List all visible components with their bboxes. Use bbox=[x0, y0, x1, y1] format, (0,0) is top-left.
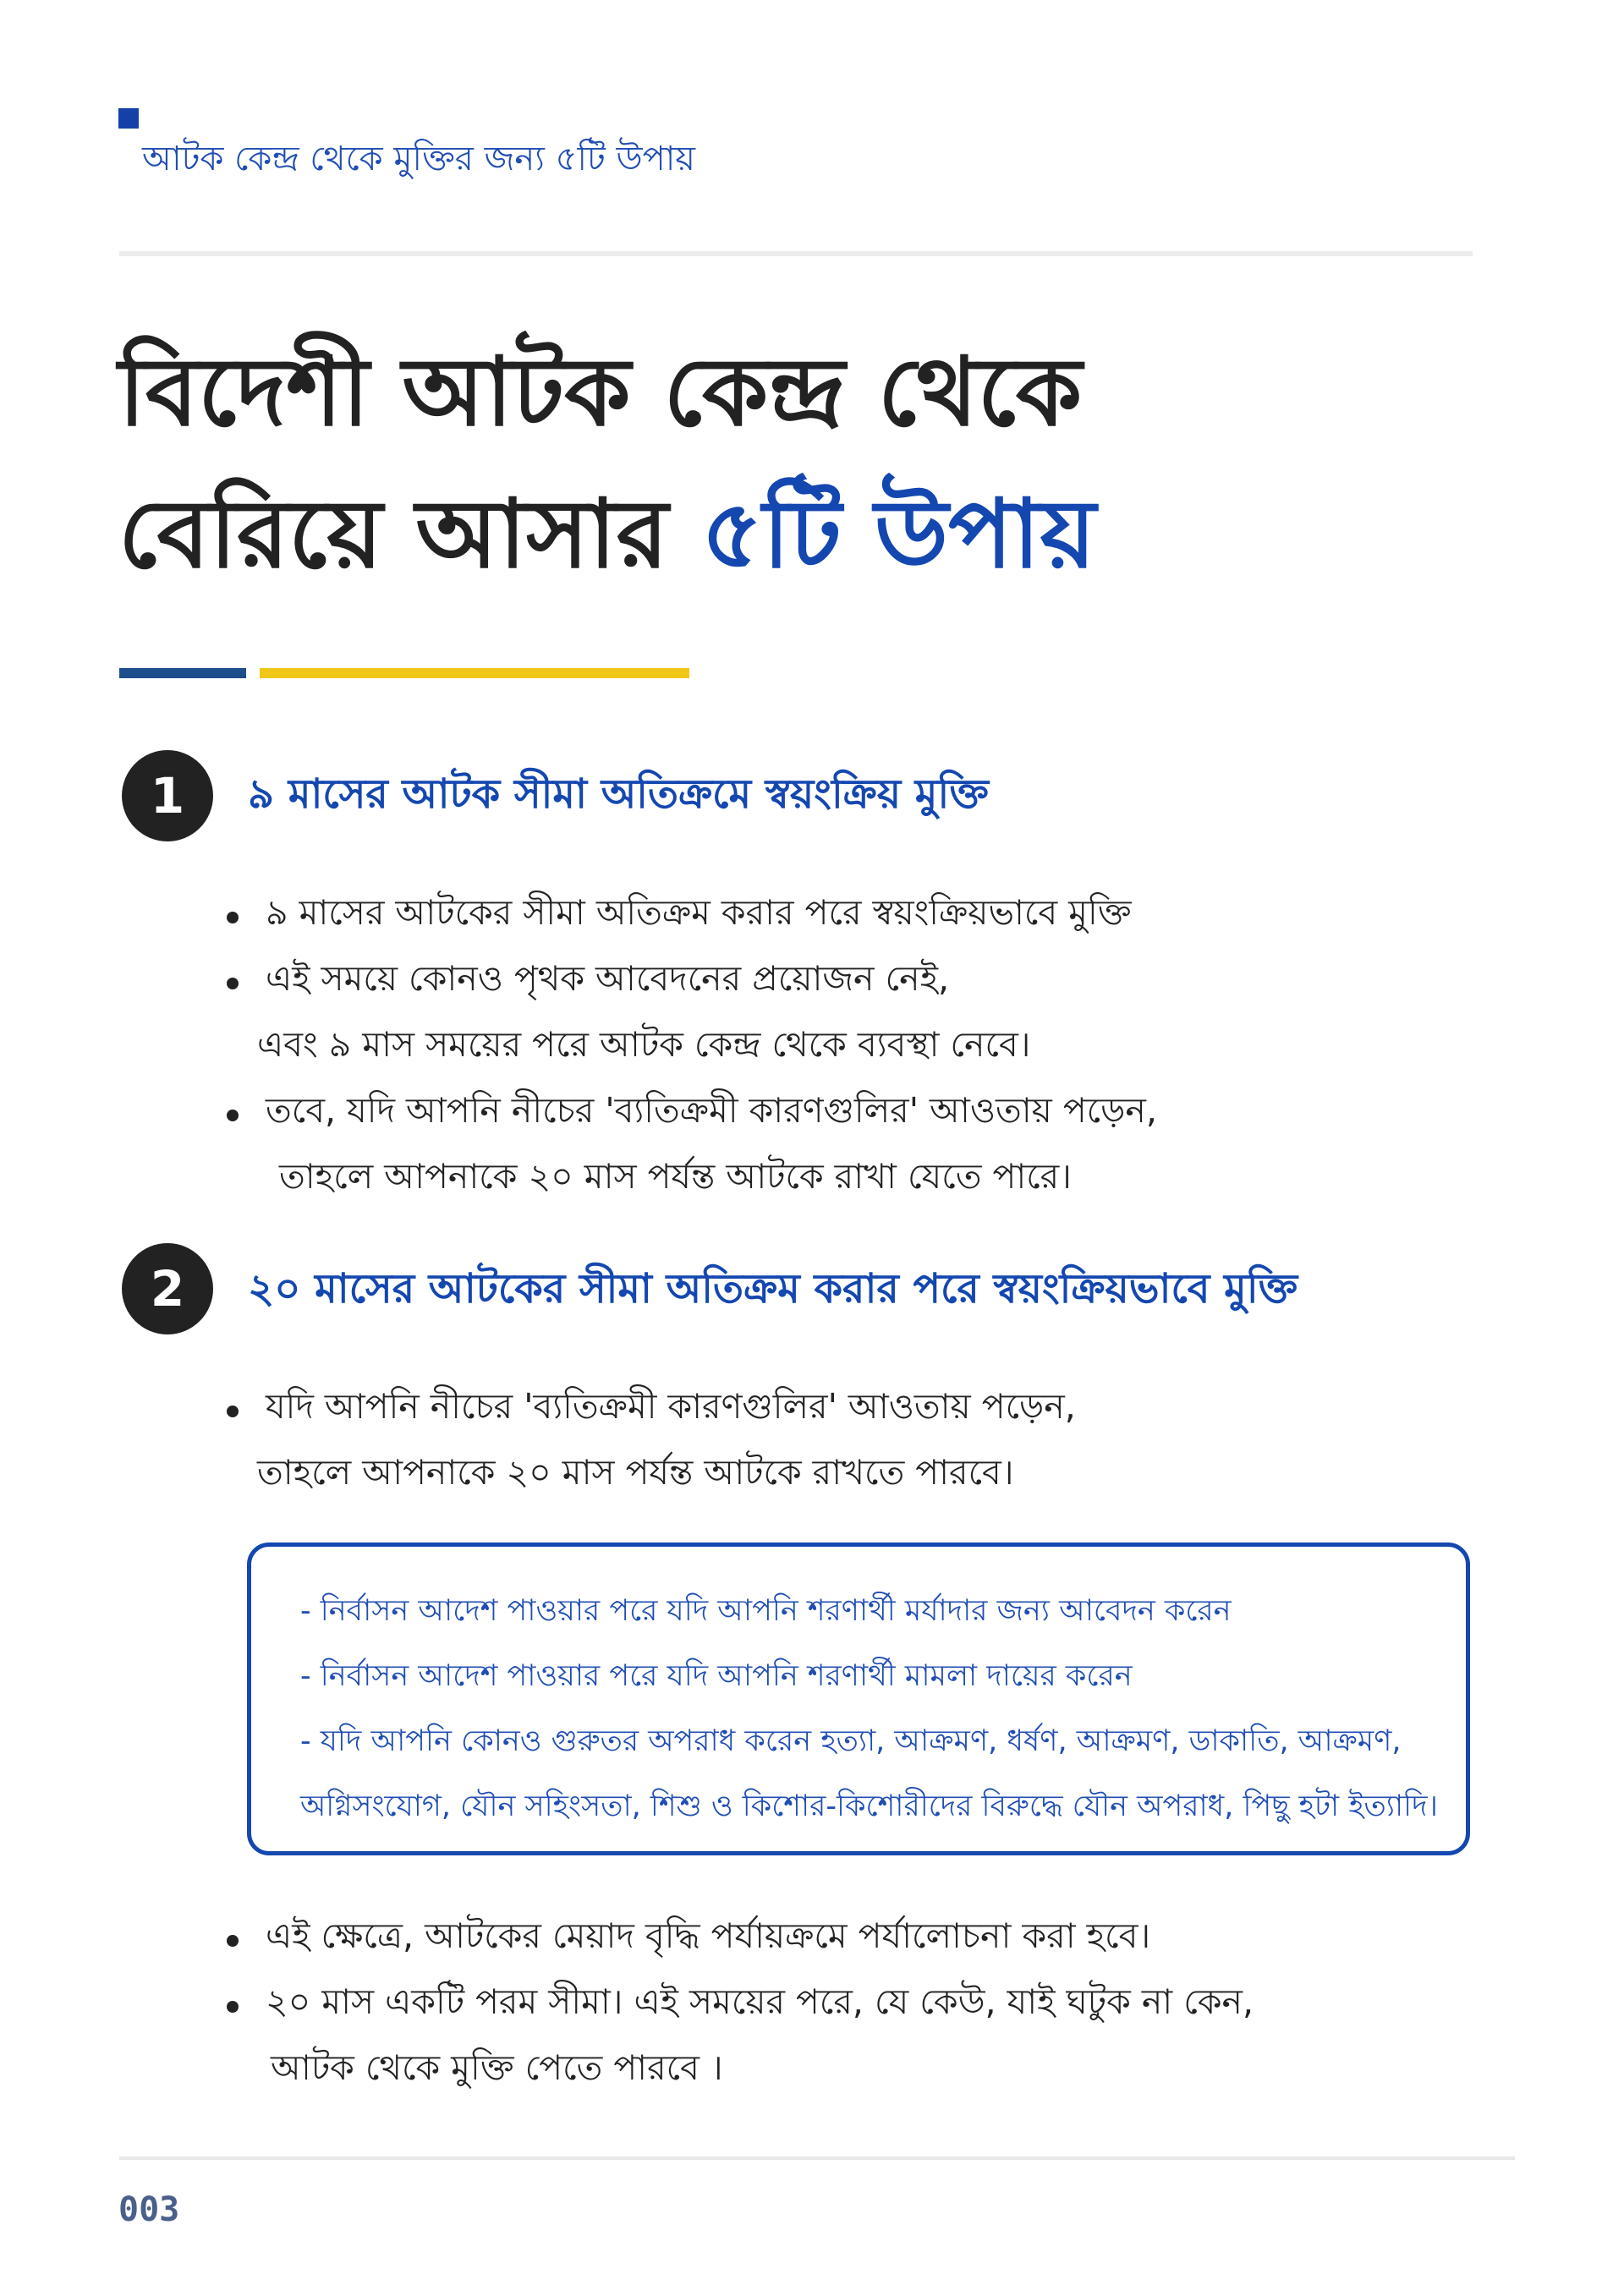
bullet-text-continued: তাহলে আপনাকে ২০ মাস পর্যন্ত আটকে রাখতে পারবে। bbox=[257, 1452, 1014, 1493]
bullet-text: তবে, যদি আপনি নীচের 'ব্যতিক্রমী কারণগুলির' আওতায় পড়েন, bbox=[266, 1090, 1157, 1131]
section-1-bullet-list bbox=[227, 879, 1157, 1209]
header-divider bbox=[119, 251, 1473, 256]
bullet-text-continued: আটক থেকে মুক্তি পেতে পারবে । bbox=[271, 2047, 723, 2088]
condition-item: - নির্বাসন আদেশ পাওয়ার পরে যদি আপনি শরণার্থী মামলা দায়ের করেন bbox=[300, 1659, 1133, 1693]
bullet-text: এই সময়ে কোনও পৃথক আবেদনের প্রয়োজন নেই, bbox=[266, 958, 950, 999]
list-item bbox=[227, 1077, 1157, 1209]
list-item bbox=[227, 1903, 1254, 1969]
section-2-bullet-list bbox=[227, 1373, 1076, 1505]
section-1-number-badge: 1 bbox=[122, 750, 213, 841]
page-number: 003 bbox=[118, 2190, 180, 2229]
page-title bbox=[118, 321, 1472, 606]
list-item bbox=[227, 1373, 1076, 1505]
bullet-text: যদি আপনি নীচের 'ব্যতিক্রমী কারণগুলির' আওতায় পড়েন, bbox=[266, 1386, 1076, 1427]
title-accent: ৫টি উপায় bbox=[701, 479, 1096, 589]
condition-item: অগ্নিসংযোগ, যৌন সহিংসতা, শিশু ও কিশোর-কিশোরীদের বিরুদ্ধে যৌন অপরাধ, পিছু হটা ইত্যাদি। bbox=[300, 1789, 1439, 1823]
bullet-text-continued: এবং ৯ মাস সময়ের পরে আটক কেন্দ্র থেকে ব্যবস্থা নেবে। bbox=[257, 1024, 1031, 1065]
title-underline-yellow bbox=[260, 668, 689, 678]
exception-conditions-list bbox=[251, 1547, 1466, 1839]
footer-divider bbox=[119, 2156, 1515, 2160]
condition-item: - নির্বাসন আদেশ পাওয়ার পরে যদি আপনি শরণার্থী মর্যাদার জন্য আবেদন করেন bbox=[300, 1594, 1232, 1628]
title-underline-blue bbox=[119, 668, 246, 678]
section-1-heading: ৯ মাসের আটক সীমা অতিক্রমে স্বয়ংক্রিয় মুক্তি bbox=[248, 770, 989, 818]
header-square-mark bbox=[118, 108, 139, 129]
bullet-text-continued: তাহলে আপনাকে ২০ মাস পর্যন্ত আটকে রাখা যেতে পারে। bbox=[279, 1156, 1072, 1197]
exception-conditions-box bbox=[247, 1543, 1470, 1855]
list-item bbox=[227, 1969, 1254, 2101]
title-line-1: বিদেশী আটক কেন্দ্র থেকে bbox=[118, 337, 1083, 447]
list-item bbox=[227, 945, 1157, 1077]
section-2-number-badge: 2 bbox=[122, 1243, 213, 1334]
section-2-heading: ২০ মাসের আটকের সীমা অতিক্রম করার পরে স্বয়ংক্রিয়ভাবে মুক্তি bbox=[248, 1265, 1298, 1312]
title-line-2-main: বেরিয়ে আসার bbox=[118, 479, 702, 589]
section-2-followup-list bbox=[227, 1903, 1254, 2101]
condition-item: - যদি আপনি কোনও গুরুতর অপরাধ করেন হত্যা, আক্রমণ, ধর্ষণ, আক্রমণ, ডাকাতি, আক্রমণ, bbox=[300, 1724, 1402, 1758]
bullet-text: ২০ মাস একটি পরম সীমা। এই সময়ের পরে, যে কেউ, যাই ঘটুক না কেন, bbox=[266, 1981, 1254, 2022]
bullet-text: ৯ মাসের আটকের সীমা অতিক্রম করার পরে স্বয়ংক্রিয়ভাবে মুক্তি bbox=[266, 892, 1132, 933]
list-item bbox=[227, 879, 1157, 945]
running-header: আটক কেন্দ্র থেকে মুক্তির জন্য ৫টি উপায় bbox=[142, 140, 695, 178]
title-line-2 bbox=[118, 463, 1472, 606]
bullet-text: এই ক্ষেত্রে, আটকের মেয়াদ বৃদ্ধি পর্যায়ক্রমে পর্যালোচনা করা হবে। bbox=[266, 1915, 1151, 1956]
